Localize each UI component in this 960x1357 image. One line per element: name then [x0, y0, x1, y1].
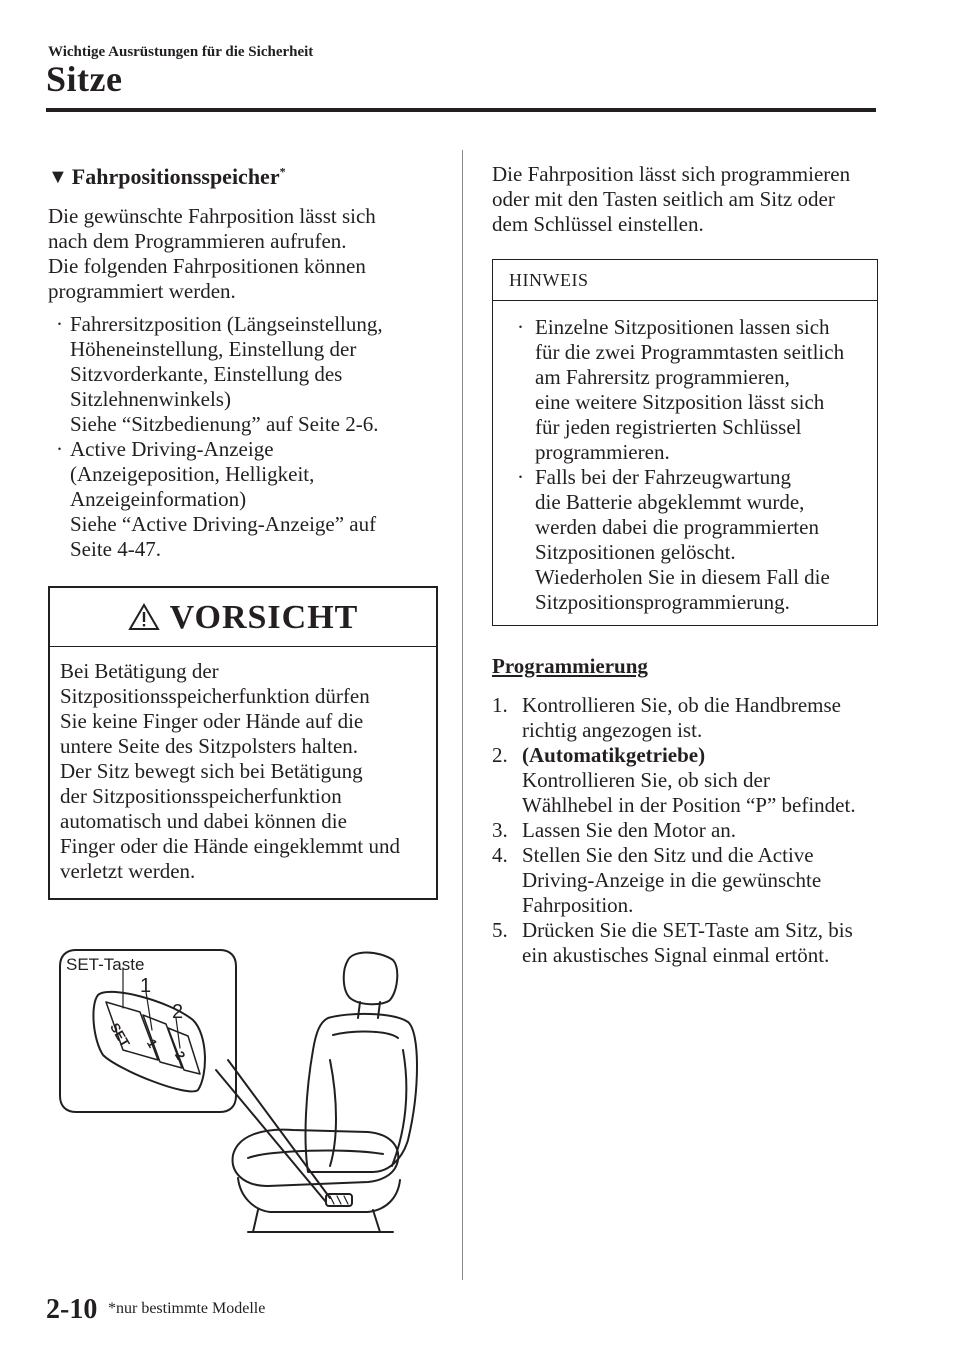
- right-column: [492, 162, 878, 968]
- footnote: *nur bestimmte Modelle: [108, 1300, 266, 1317]
- section-heading-text: Fahrpositionsspeicher: [71, 164, 280, 189]
- model-note-mark: *: [279, 164, 286, 179]
- note-box: [492, 259, 878, 626]
- bullet-icon: ·: [517, 315, 524, 339]
- section-label: Wichtige Ausrüstungen für die Sicherheit: [48, 44, 314, 60]
- caution-text: Bei Betätigung der Sitzpositionsspeicherfunktion dürfen Sie keine Finger oder Hände auf die untere Seite des Sitzpolsters halten. Der Sitz bewegt sich bei Betätigung der Sitzpositionsspeicherfunktion automatisch und dabei können die Finger oder die Hände eingeklemmt und verletzt werden.: [60, 659, 400, 883]
- note-title: HINWEIS: [493, 260, 877, 301]
- list-item: · Active Driving-Anzeige (Anzeigeposition, Helligkeit, Anzeigeinformation) Siehe “Active Driving-Anzeige” auf Seite 4-47.: [56, 437, 377, 561]
- memory-button-1: 1: [143, 1036, 161, 1051]
- label-1: 1: [140, 975, 152, 997]
- caution-title: VORSICHT: [169, 598, 359, 636]
- intro-paragraph: Die gewünschte Fahrposition lässt sich nach dem Programmieren aufrufen. Die folgenden Fahrpositionen können programmiert werden.: [48, 204, 376, 303]
- title-rule: [46, 108, 876, 112]
- label-2: 2: [172, 1001, 184, 1023]
- set-button: SET: [107, 1020, 133, 1050]
- headrest: [344, 953, 398, 1005]
- procedure-steps: [492, 693, 878, 968]
- column-divider: [462, 150, 463, 1280]
- warning-icon: [128, 603, 160, 631]
- bullet-icon: ·: [56, 437, 63, 461]
- page-title: Sitze: [46, 59, 123, 99]
- right-intro: Die Fahrposition lässt sich programmieren oder mit den Tasten seitlich am Sitz oder dem Schlüssel einstellen.: [492, 162, 851, 236]
- left-column: [48, 164, 438, 900]
- step-item: 3. Lassen Sie den Motor an.: [492, 818, 737, 842]
- section-heading: [48, 164, 438, 190]
- list-item: · Einzelne Sitzpositionen lassen sich für die zwei Programmtasten seitlich am Fahrersitz programmieren, eine weitere Sitzposition lässt sich für jeden registrierten Schlüssel programmieren.: [517, 315, 845, 464]
- callout-label: SET-Taste: [66, 955, 145, 974]
- caution-header: [50, 588, 436, 647]
- triangle-down-icon: ▼: [48, 166, 68, 188]
- step-item: 5. Drücken Sie die SET-Taste am Sitz, bis ein akustisches Signal einmal ertönt.: [492, 918, 853, 967]
- step-item: 1. Kontrollieren Sie, ob die Handbremse richtig angezogen ist.: [492, 693, 841, 742]
- memory-button-2: 2: [171, 1048, 189, 1063]
- seat-illustration: [48, 940, 448, 1240]
- bullet-icon: ·: [517, 465, 524, 489]
- list-item: · Falls bei der Fahrzeugwartung die Batterie abgeklemmt wurde, werden dabei die programmierten Sitzpositionen gelöscht. Wiederholen Sie in diesem Fall die Sitzpositionsprogrammierung.: [517, 465, 830, 614]
- step-item: 4. Stellen Sie den Sitz und die Active Driving-Anzeige in die gewünschte Fahrposition.: [492, 843, 822, 917]
- position-list: [48, 312, 438, 562]
- procedure-heading: Programmierung: [492, 654, 648, 678]
- note-list: [509, 315, 867, 615]
- page-number: 2-10: [46, 1294, 98, 1325]
- list-item: · Fahrersitzposition (Längseinstellung, Höheneinstellung, Einstellung der Sitzvorderkante, Einstellung des Sitzlehnenwinkels) Siehe “Sitzbedienung” auf Seite 2-6.: [56, 312, 383, 436]
- step-item: 2. (Automatikgetriebe) Kontrollieren Sie, ob sich der Wählhebel in der Position “P” befindet.: [492, 743, 856, 817]
- caution-box: [48, 586, 438, 900]
- backrest: [306, 1014, 417, 1172]
- bullet-icon: ·: [56, 312, 63, 336]
